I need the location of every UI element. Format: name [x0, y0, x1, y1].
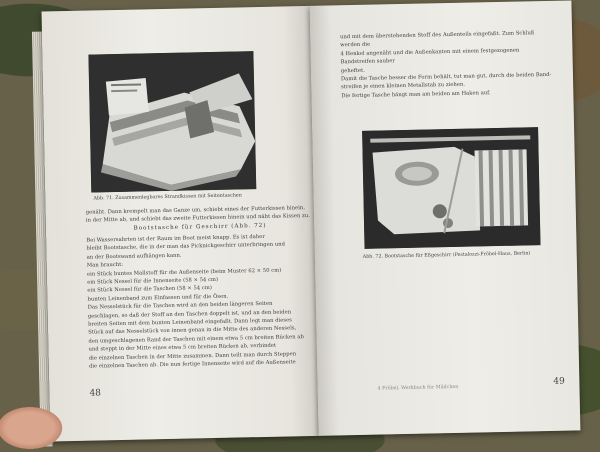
- figure-71-caption: Abb. 71. Zusammenlegbares Strandkissen mit Seitentaschen: [93, 193, 242, 202]
- left-intro-text: genäht. Dann krempelt man das Ganze um, schiebt eines der Futterkissen hinein, in der Mitte ab, und schiebt das zweite Futterkissen hinein und näht das Kissen zu.: [85, 205, 311, 225]
- figure-72-photo: [362, 127, 540, 249]
- page-number-left: 48: [89, 388, 102, 399]
- left-body-text: Bei Wassersahrten ist der Raum im Boot meist knapp. Es ist daher bleibt Bootstasche, die in der man das Picknickgeschirr unterbringen und an der Bootswand aufhängen kann. Man braucht: ein Stück buntes Mallstoff für die Außenseite (beim Muster 62 × 50 cm) ein Stück Nessel für die Innenseite (58 × 54 cm) ein Stück Nessel für die Taschen (58 × 54 cm) bunten Leinenband zum Einfassen und für die Ösen. Das Nesselstück für die Taschen wird an den beiden längeren Seiten geschlagen, so daß der Stoff an den Taschen doppelt ist, und an den beiden breiten Seiten mit dem bunten Leinenband eingefaßt. Dann legt man dieses Stück auf das Nesselstück von innen genau in die Mitte des anderen Nessels, den umgeschlagenen Rand der Taschen mit einem etwa 5 cm breiten Rücken ab und steppt in der Mitte eines etwa 5 cm breiten Rücken ab, verbindet die einzelnen Taschen in der Mitte zusammen. Dann teilt man durch Steppen die einzelnen Taschen ab. Die nun fertige Innenseite wird auf die Außenseite: [86, 233, 304, 370]
- figure-71-photo: [88, 51, 256, 192]
- right-page: [309, 0, 580, 435]
- right-top-text: und mit dem überstehenden Stoff des Außenteils eingefaßt. Zum Schluß werden die 4 Henkel angenäht und die Außenkanten mit einem festgezogenen Bandstreifen sauber geheftet. Damit die Tasche besser die Form behält, tut man gut, durch die beiden Band- streifen je einen kleinen Metallstab zu ziehen. Die fertige Tasche hängt man am beiden am Haken auf.: [340, 30, 552, 100]
- boat-bag-illustration: [362, 127, 540, 249]
- publisher-footer: 4 Fröbel, Werkbuch für Mädchen: [377, 384, 459, 392]
- figure-72-caption: Abb. 72. Bootstasche für Eßgeschirr (Pestalozzi-Fröbel-Haus, Berlin): [362, 251, 531, 260]
- section-heading: Bootstasche für Geschirr (Abb. 72): [133, 222, 267, 232]
- thumb: [0, 398, 78, 452]
- left-page: [42, 6, 319, 442]
- page-number-right: 49: [553, 376, 565, 387]
- open-book: [32, 0, 586, 445]
- beach-bag-illustration: [88, 51, 256, 192]
